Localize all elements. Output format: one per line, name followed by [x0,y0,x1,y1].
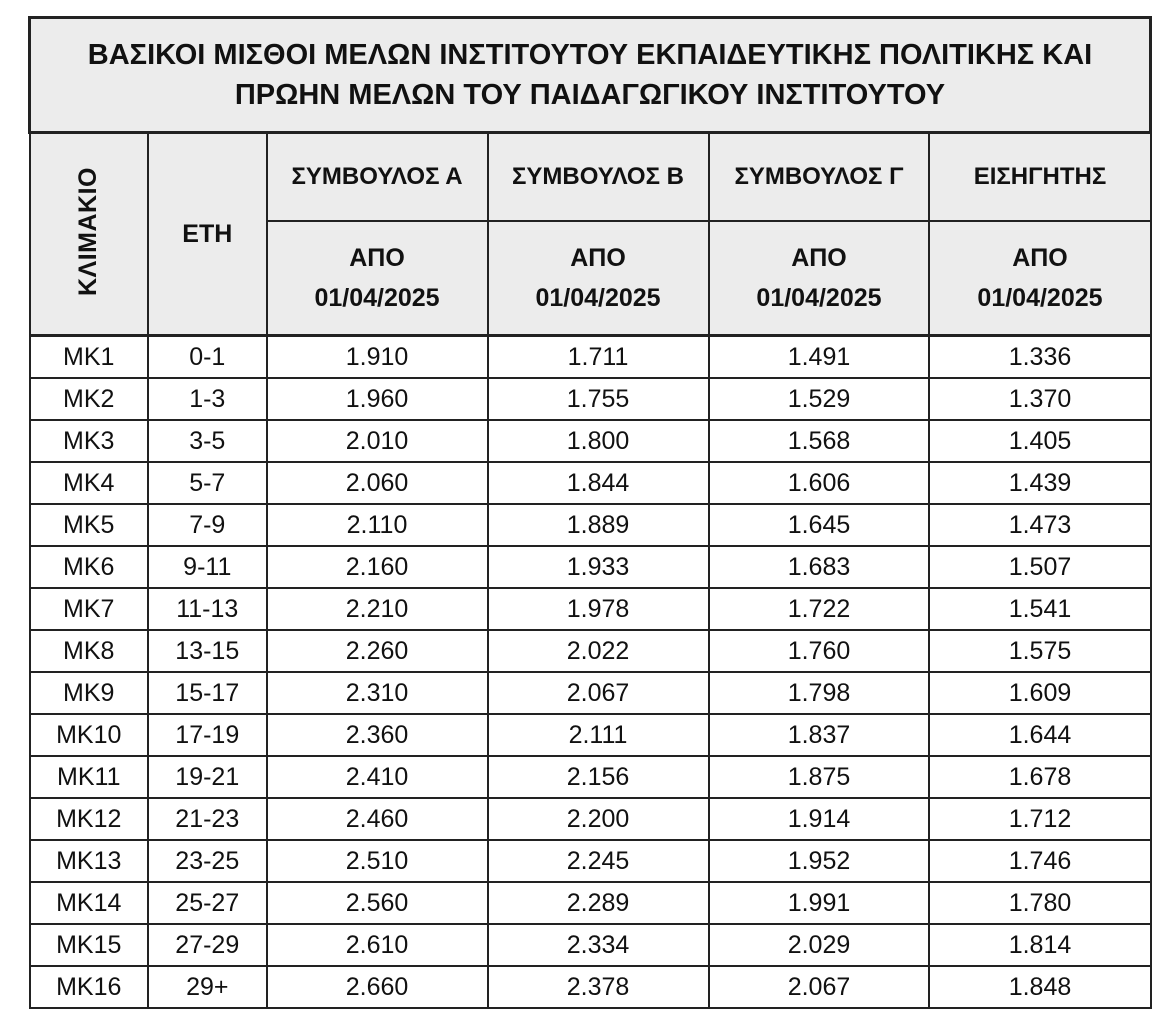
cell-eti: 7-9 [148,504,267,546]
cell-eti: 11-13 [148,588,267,630]
table-row [30,630,1151,672]
cell-eti: 9-11 [148,546,267,588]
table-row [30,882,1151,924]
cell-symvoulos-g: 2.067 [709,966,930,1008]
header-date-g [709,221,930,336]
cell-symvoulos-g: 1.798 [709,672,930,714]
cell-eti: 19-21 [148,756,267,798]
cell-eisigitis: 1.712 [929,798,1150,840]
cell-symvoulos-b: 2.111 [488,714,709,756]
cell-symvoulos-b: 1.711 [488,336,709,379]
cell-klimakio: ΜΚ6 [30,546,149,588]
cell-eisigitis: 1.405 [929,420,1150,462]
cell-symvoulos-g: 1.991 [709,882,930,924]
cell-eti: 25-27 [148,882,267,924]
cell-symvoulos-g: 1.760 [709,630,930,672]
table-row [30,798,1151,840]
cell-eti: 15-17 [148,672,267,714]
cell-eti: 27-29 [148,924,267,966]
table-row [30,672,1151,714]
salary-table [28,16,1152,1009]
title-line-2: ΠΡΩΗΝ ΜΕΛΩΝ ΤΟΥ ΠΑΙΔΑΓΩΓΙΚΟΥ ΙΝΣΤΙΤΟΥΤΟΥ [234,79,946,111]
salary-table-container [28,16,1152,1009]
cell-symvoulos-b: 2.334 [488,924,709,966]
cell-symvoulos-a: 2.610 [267,924,488,966]
cell-eisigitis: 1.336 [929,336,1150,379]
cell-eti: 1-3 [148,378,267,420]
cell-symvoulos-a: 1.960 [267,378,488,420]
cell-eisigitis: 1.814 [929,924,1150,966]
cell-klimakio: ΜΚ2 [30,378,149,420]
cell-symvoulos-a: 2.310 [267,672,488,714]
cell-symvoulos-a: 2.260 [267,630,488,672]
header-symvoulos-b: ΣΥΜΒΟΥΛΟΣ Β [488,133,709,222]
table-row [30,336,1151,379]
header-klimakio [30,133,149,336]
cell-symvoulos-g: 1.875 [709,756,930,798]
header-date-b [488,221,709,336]
cell-symvoulos-b: 1.800 [488,420,709,462]
cell-eti: 0-1 [148,336,267,379]
cell-eisigitis: 1.575 [929,630,1150,672]
cell-klimakio: ΜΚ8 [30,630,149,672]
cell-symvoulos-b: 2.022 [488,630,709,672]
cell-symvoulos-a: 2.160 [267,546,488,588]
apo-label: ΑΠΟ [1012,244,1068,272]
cell-symvoulos-a: 2.560 [267,882,488,924]
cell-klimakio: ΜΚ5 [30,504,149,546]
cell-symvoulos-b: 2.289 [488,882,709,924]
cell-symvoulos-b: 2.156 [488,756,709,798]
table-row [30,966,1151,1008]
cell-klimakio: ΜΚ14 [30,882,149,924]
header-symvoulos-a: ΣΥΜΒΟΥΛΟΣ Α [267,133,488,222]
cell-symvoulos-a: 2.210 [267,588,488,630]
cell-eti: 29+ [148,966,267,1008]
cell-symvoulos-b: 1.755 [488,378,709,420]
cell-eti: 13-15 [148,630,267,672]
cell-symvoulos-g: 1.722 [709,588,930,630]
date-label: 01/04/2025 [314,284,440,312]
cell-eti: 21-23 [148,798,267,840]
cell-eti: 17-19 [148,714,267,756]
cell-eisigitis: 1.746 [929,840,1150,882]
cell-eisigitis: 1.370 [929,378,1150,420]
date-label: 01/04/2025 [977,284,1103,312]
table-row [30,840,1151,882]
cell-symvoulos-b: 2.378 [488,966,709,1008]
cell-eti: 5-7 [148,462,267,504]
cell-symvoulos-g: 1.914 [709,798,930,840]
cell-klimakio: ΜΚ10 [30,714,149,756]
cell-symvoulos-g: 1.837 [709,714,930,756]
cell-symvoulos-a: 2.060 [267,462,488,504]
cell-symvoulos-b: 1.978 [488,588,709,630]
title-line-1: ΒΑΣΙΚΟΙ ΜΙΣΘΟΙ ΜΕΛΩΝ ΙΝΣΤΙΤΟΥΤΟΥ ΕΚΠΑΙΔΕΥΤΙΚΗΣ ΠΟΛΙΤΙΚΗΣ ΚΑΙ [87,39,1093,71]
cell-klimakio: ΜΚ16 [30,966,149,1008]
cell-eisigitis: 1.644 [929,714,1150,756]
cell-symvoulos-a: 2.660 [267,966,488,1008]
header-klimakio-label: ΚΛΙΜΑΚΙΟ [74,167,103,296]
table-row [30,378,1151,420]
apo-label: ΑΠΟ [349,244,405,272]
table-row [30,504,1151,546]
cell-eisigitis: 1.848 [929,966,1150,1008]
cell-symvoulos-g: 1.529 [709,378,930,420]
cell-symvoulos-a: 1.910 [267,336,488,379]
table-row [30,756,1151,798]
cell-symvoulos-a: 2.460 [267,798,488,840]
cell-klimakio: ΜΚ7 [30,588,149,630]
header-eisigitis: ΕΙΣΗΓΗΤΗΣ [929,133,1150,222]
table-body [30,336,1151,1009]
cell-symvoulos-b: 1.889 [488,504,709,546]
cell-eti: 23-25 [148,840,267,882]
cell-symvoulos-a: 2.110 [267,504,488,546]
cell-eisigitis: 1.541 [929,588,1150,630]
cell-symvoulos-b: 2.245 [488,840,709,882]
table-row [30,462,1151,504]
cell-klimakio: ΜΚ3 [30,420,149,462]
cell-eti: 3-5 [148,420,267,462]
header-date-a [267,221,488,336]
table-row [30,924,1151,966]
cell-symvoulos-g: 2.029 [709,924,930,966]
cell-symvoulos-a: 2.510 [267,840,488,882]
cell-symvoulos-g: 1.952 [709,840,930,882]
cell-klimakio: ΜΚ15 [30,924,149,966]
cell-eisigitis: 1.609 [929,672,1150,714]
cell-klimakio: ΜΚ9 [30,672,149,714]
cell-eisigitis: 1.473 [929,504,1150,546]
table-row [30,588,1151,630]
cell-eisigitis: 1.678 [929,756,1150,798]
header-date-eis [929,221,1150,336]
apo-label: ΑΠΟ [791,244,847,272]
cell-eisigitis: 1.507 [929,546,1150,588]
table-row [30,420,1151,462]
cell-symvoulos-b: 2.200 [488,798,709,840]
apo-label: ΑΠΟ [570,244,626,272]
cell-symvoulos-g: 1.568 [709,420,930,462]
cell-klimakio: ΜΚ12 [30,798,149,840]
cell-eisigitis: 1.439 [929,462,1150,504]
date-label: 01/04/2025 [535,284,661,312]
cell-symvoulos-g: 1.683 [709,546,930,588]
date-label: 01/04/2025 [756,284,882,312]
cell-symvoulos-b: 2.067 [488,672,709,714]
table-row [30,546,1151,588]
cell-symvoulos-g: 1.606 [709,462,930,504]
cell-klimakio: ΜΚ11 [30,756,149,798]
cell-eisigitis: 1.780 [929,882,1150,924]
cell-klimakio: ΜΚ1 [30,336,149,379]
cell-symvoulos-b: 1.844 [488,462,709,504]
cell-symvoulos-b: 1.933 [488,546,709,588]
table-row [30,714,1151,756]
cell-klimakio: ΜΚ4 [30,462,149,504]
table-title [30,18,1151,133]
header-symvoulos-g: ΣΥΜΒΟΥΛΟΣ Γ [709,133,930,222]
cell-symvoulos-a: 2.360 [267,714,488,756]
cell-symvoulos-a: 2.410 [267,756,488,798]
cell-symvoulos-g: 1.491 [709,336,930,379]
cell-klimakio: ΜΚ13 [30,840,149,882]
header-eti: ΕΤΗ [148,133,267,336]
cell-symvoulos-a: 2.010 [267,420,488,462]
cell-symvoulos-g: 1.645 [709,504,930,546]
